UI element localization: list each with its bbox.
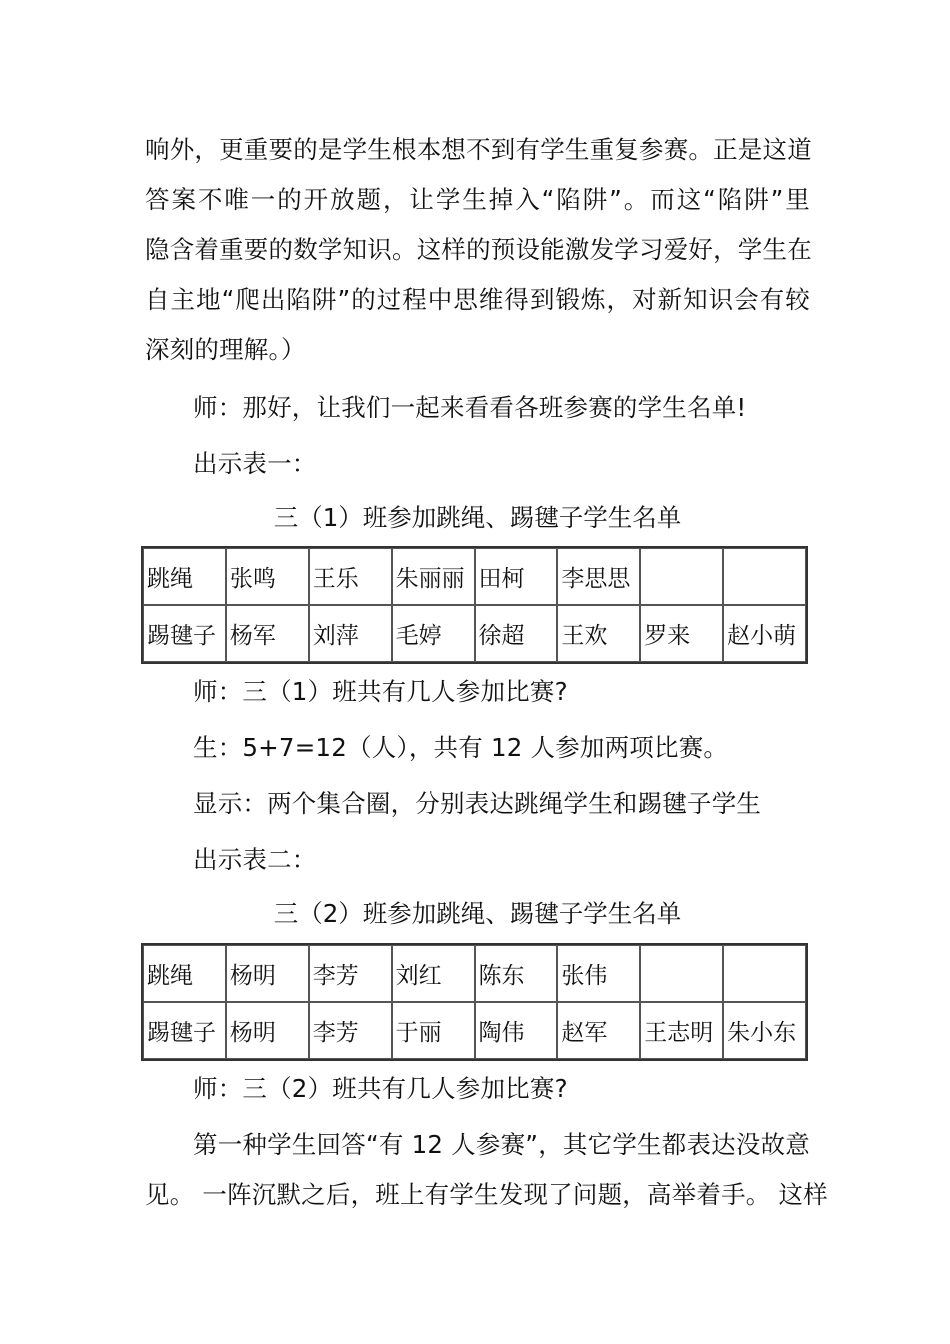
- paragraph-line: 自主地“爬出陷阱”的过程中思维得到锻炼，对新知识会有较: [145, 285, 810, 314]
- table1-caption: 三（1）班参加跳绳、踢毽子学生名单: [273, 503, 682, 532]
- table-cell: 李芳: [309, 945, 392, 1002]
- table-cell: [640, 548, 723, 605]
- table-cell: 田柯: [475, 548, 558, 605]
- table-cell: 踢毽子: [143, 605, 226, 662]
- table-cell: 徐超: [475, 605, 558, 662]
- table-cell: 踢毽子: [143, 1002, 226, 1059]
- table-cell: 毛婷: [392, 605, 475, 662]
- paragraph-line: 答案不唯一的开放题，让学生掉入“陷阱”。而这“陷阱”里: [145, 185, 810, 214]
- paragraph-line: 深刻的理解。）: [145, 335, 306, 364]
- teacher-line: 师：三（2）班共有几人参加比赛?: [193, 1074, 568, 1103]
- table-cell: 刘红: [392, 945, 475, 1002]
- table-cell: 罗来: [640, 605, 723, 662]
- table-cell: 于丽: [392, 1002, 475, 1059]
- show-table-line: 出示表二：: [193, 845, 317, 874]
- table-cell: 跳绳: [143, 945, 226, 1002]
- table-cell: 跳绳: [143, 548, 226, 605]
- display-line: 显示：两个集合圈，分别表达跳绳学生和踢毽子学生: [193, 789, 762, 818]
- table-cell: 朱丽丽: [392, 548, 475, 605]
- table-cell: 赵小萌: [723, 605, 806, 662]
- table-cell: 王志明: [640, 1002, 723, 1059]
- table-cell: 赵军: [557, 1002, 640, 1059]
- table-cell: 李思思: [557, 548, 640, 605]
- teacher-line: 师：那好，让我们一起来看看各班参赛的学生名单!: [193, 393, 747, 422]
- table-row: [143, 605, 806, 662]
- table2: [141, 943, 808, 1061]
- table-cell: 杨明: [226, 945, 309, 1002]
- paragraph-line: 第一种学生回答“有 12 人参赛”，其它学生都表达没故意: [193, 1130, 810, 1159]
- table-row: [143, 1002, 806, 1059]
- table-cell: 杨明: [226, 1002, 309, 1059]
- table1: [141, 546, 808, 664]
- table-cell: 张鸣: [226, 548, 309, 605]
- table-cell: [723, 945, 806, 1002]
- table-cell: 李芳: [309, 1002, 392, 1059]
- table-cell: [723, 548, 806, 605]
- table-row: [143, 548, 806, 605]
- paragraph-line: 响外，更重要的是学生根本想不到有学生重复参赛。正是这道: [145, 135, 812, 164]
- table-cell: 王欢: [557, 605, 640, 662]
- teacher-line: 师：三（1）班共有几人参加比赛?: [193, 677, 568, 706]
- table-cell: 张伟: [557, 945, 640, 1002]
- table-cell: 朱小东: [723, 1002, 806, 1059]
- table-cell: 杨军: [226, 605, 309, 662]
- paragraph-line: 隐含着重要的数学知识。这样的预设能激发学习爱好，学生在: [145, 235, 812, 264]
- table-cell: 陶伟: [475, 1002, 558, 1059]
- table-cell: 陈东: [475, 945, 558, 1002]
- student-line: 生：5+7=12（人），共有 12 人参加两项比赛。: [193, 733, 729, 762]
- show-table-line: 出示表一：: [193, 449, 317, 478]
- table-row: [143, 945, 806, 1002]
- table-cell: 刘萍: [309, 605, 392, 662]
- paragraph-line: 见。 一阵沉默之后，班上有学生发现了问题，高举着手。 这样: [145, 1180, 828, 1209]
- table-cell: [640, 945, 723, 1002]
- table-cell: 王乐: [309, 548, 392, 605]
- table2-caption: 三（2）班参加跳绳、踢毽子学生名单: [273, 899, 682, 928]
